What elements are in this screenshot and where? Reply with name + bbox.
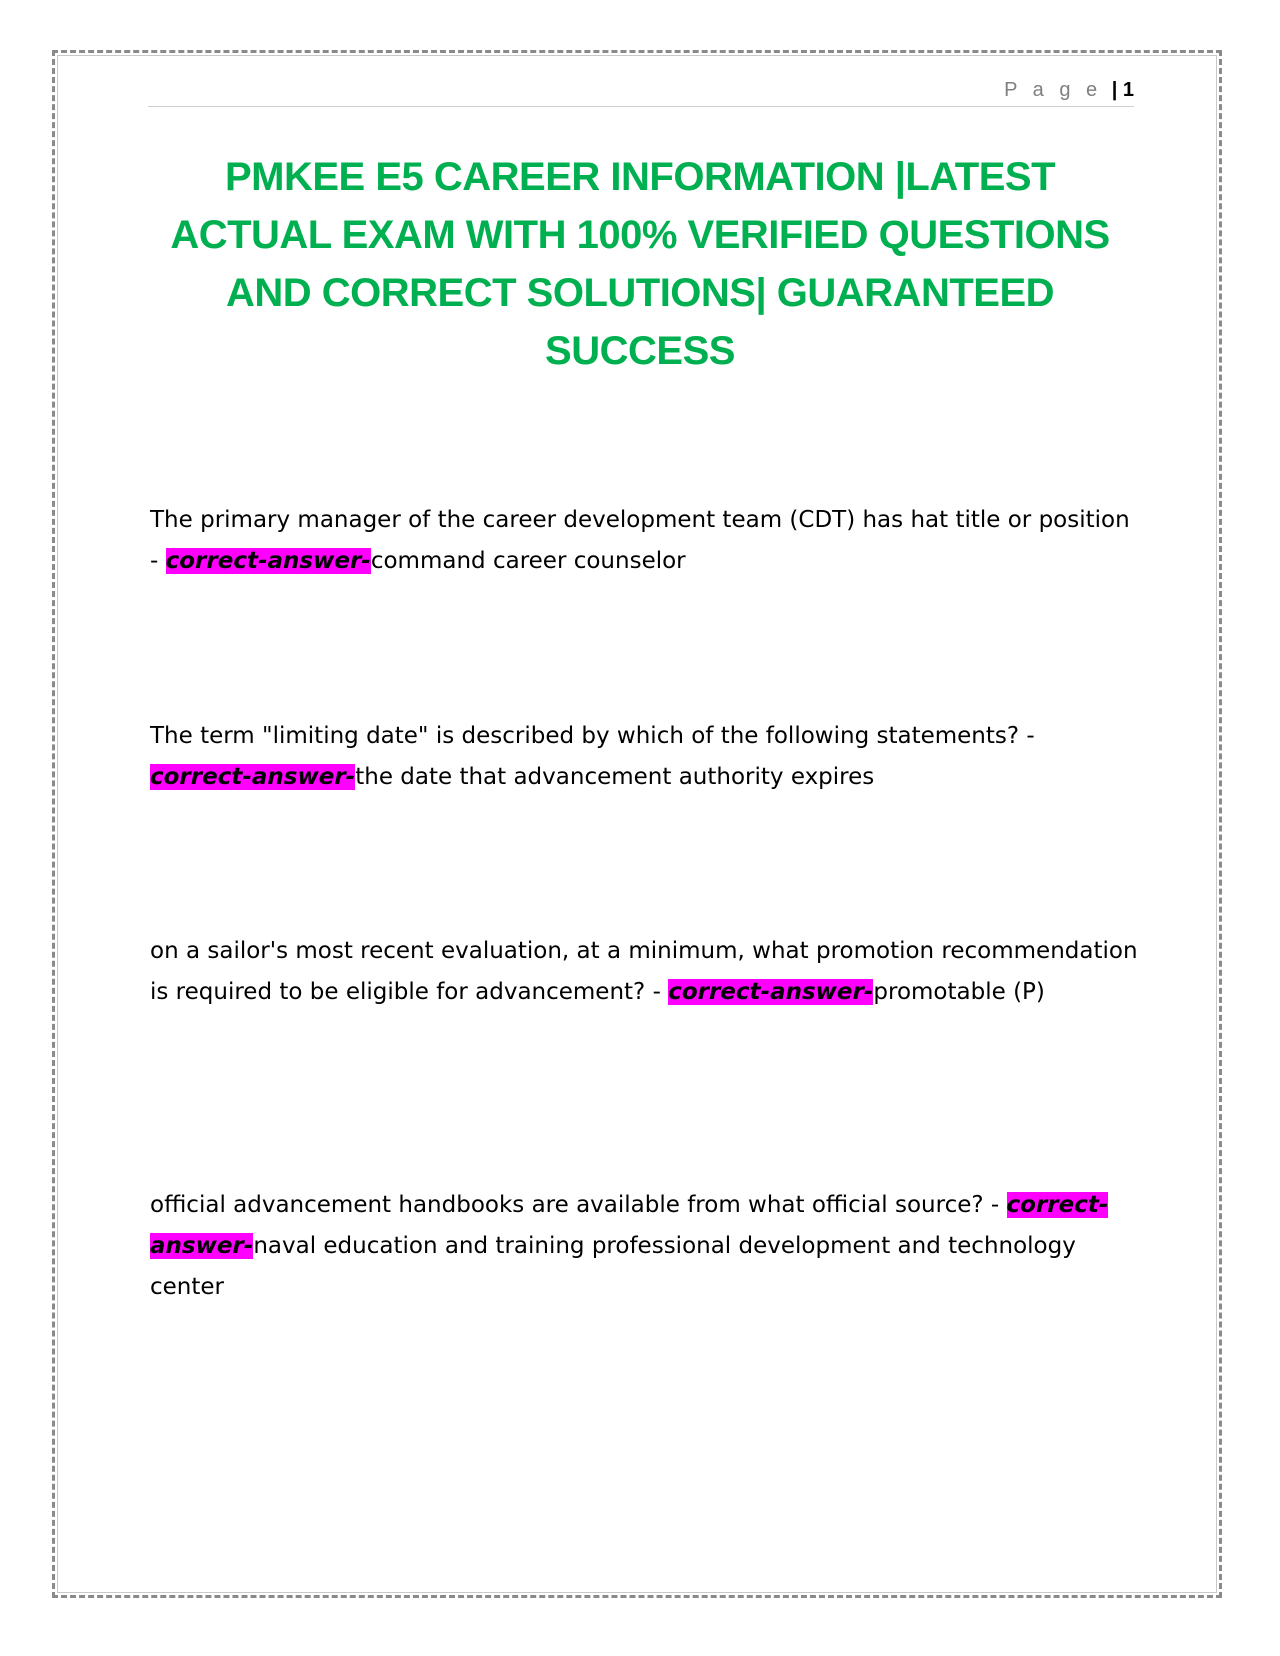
page-number-value: 1 xyxy=(1122,79,1134,101)
correct-answer-label: correct-answer- xyxy=(165,548,371,574)
page-word: P a g e xyxy=(1004,79,1103,101)
question-text: official advancement handbooks are available from what official source? - xyxy=(150,1192,1007,1218)
question-text: on a sailor's most recent evaluation, at a minimum, what promotion recommendation is required to be eligible for advancement? - xyxy=(150,938,1138,1005)
page-separator: | xyxy=(1111,79,1118,101)
answer-text: naval education and training professional development and technology center xyxy=(150,1233,1076,1300)
qa-item-4 xyxy=(150,1185,1140,1308)
question-text: The term "limiting date" is described by which of the following statements? - xyxy=(150,723,1035,749)
answer-text: the date that advancement authority expires xyxy=(355,764,875,790)
qa-item-2 xyxy=(150,716,1140,798)
answer-text: promotable (P) xyxy=(873,979,1045,1005)
qa-item-3 xyxy=(150,931,1140,1013)
answer-text: command career counselor xyxy=(370,548,686,574)
page-header xyxy=(148,78,1134,107)
page-number-label xyxy=(1004,78,1134,102)
correct-answer-label: correct-answer- xyxy=(150,1192,1109,1259)
correct-answer-label: correct-answer- xyxy=(668,979,874,1005)
correct-answer-label: correct-answer- xyxy=(150,764,356,790)
document-title: PMKEE E5 CAREER INFORMATION |LATEST ACTUAL EXAM WITH 100% VERIFIED QUESTIONS AND CORRECT SOLUTIONS| GUARANTEED SUCCESS xyxy=(170,155,1110,373)
qa-item-1 xyxy=(150,500,1140,582)
question-text: The primary manager of the career development team (CDT) has hat title or position - xyxy=(150,507,1130,574)
